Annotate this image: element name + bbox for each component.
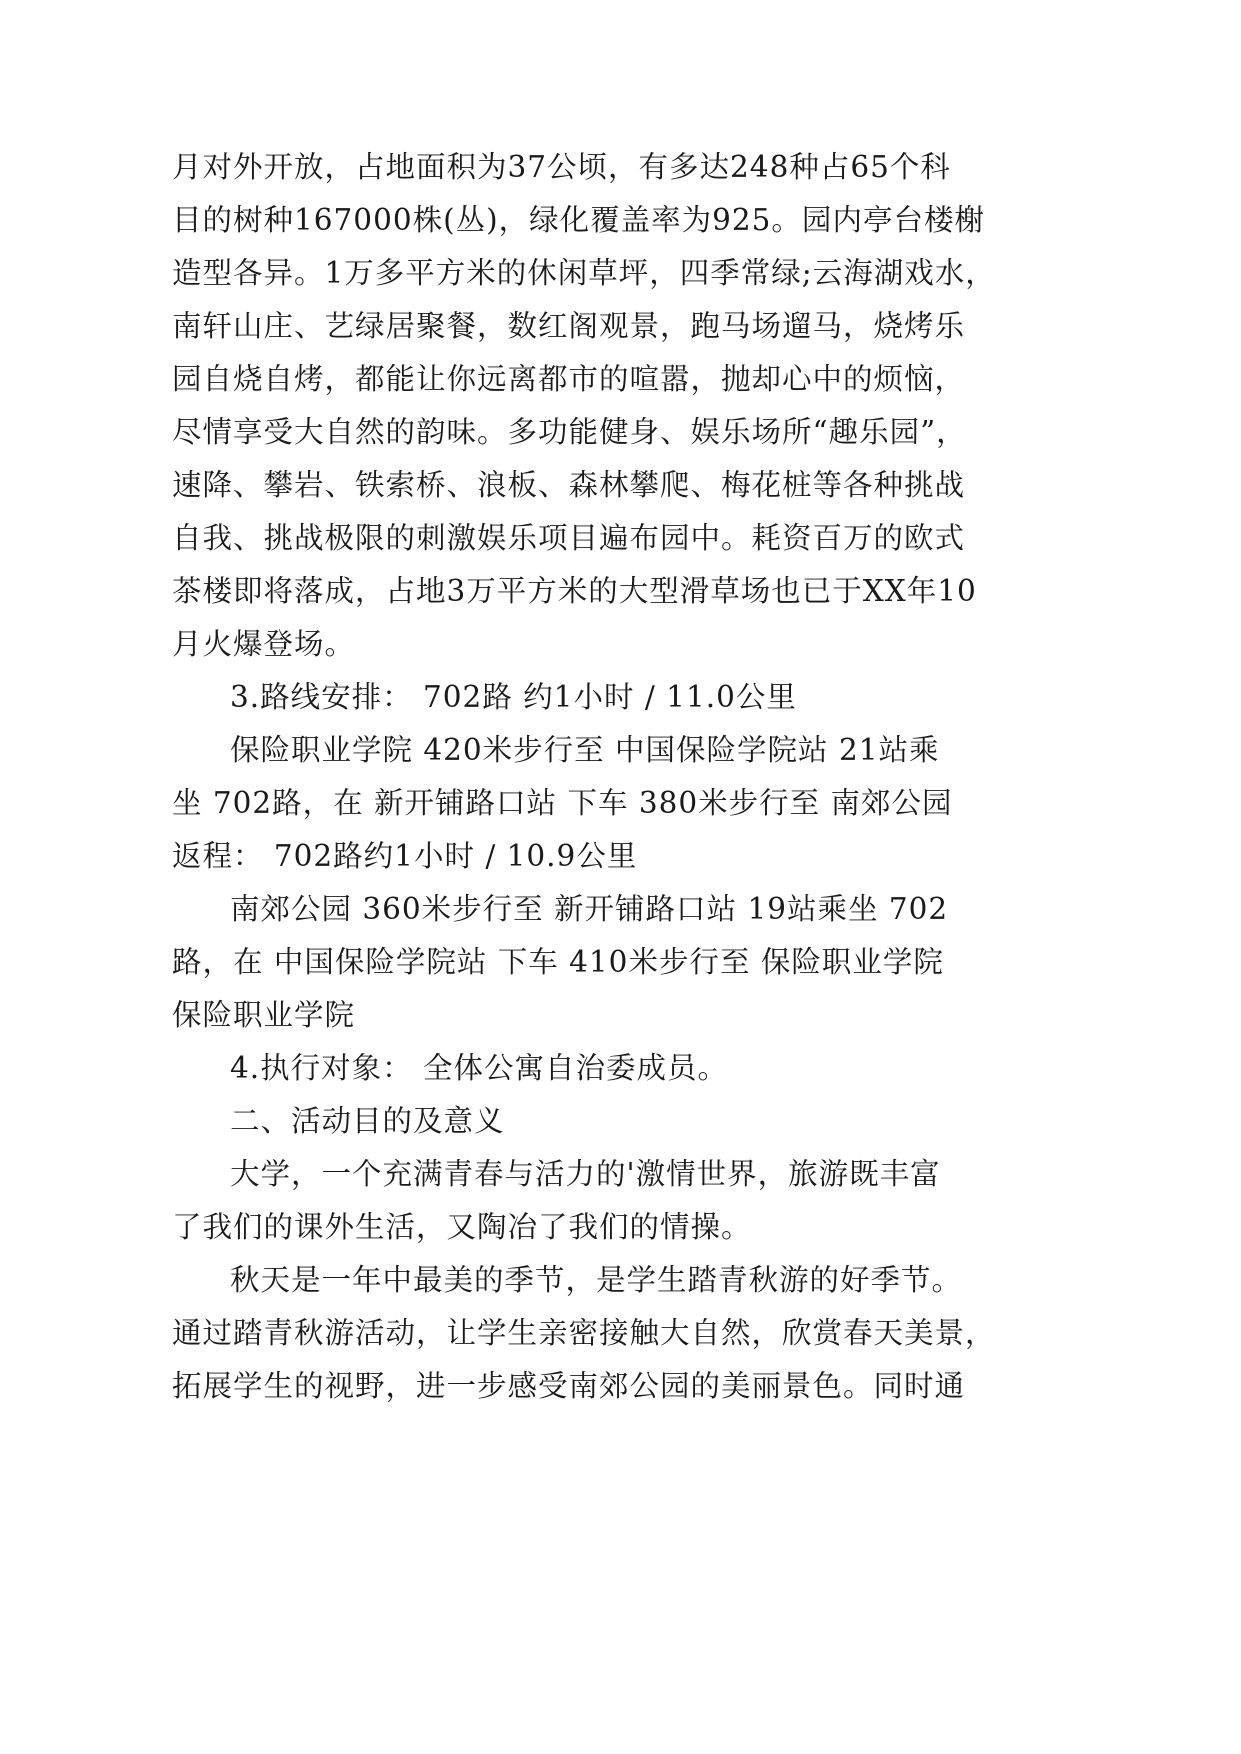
text-line: 南郊公园 360米步行至 新开铺路口站 19站乘坐 702 xyxy=(230,892,949,926)
text-line: 秋天是一年中最美的季节，是学生踏青秋游的好季节。 xyxy=(230,1263,963,1297)
text-line: 南轩山庄、艺绿居聚餐，数红阁观景，跑马场遛马，烧烤乐 xyxy=(172,309,966,343)
text-line: 路，在 中国保险学院站 下车 410米步行至 保险职业学院 xyxy=(172,945,944,979)
target-heading: 4.执行对象： 全体公寓自治委成员。 xyxy=(230,1051,729,1085)
text-line: 月对外开放，占地面积为37公顷，有多达248种占65个科 xyxy=(172,150,951,184)
text-line: 保险职业学院 xyxy=(172,998,356,1032)
text-line: 速降、攀岩、铁索桥、浪板、森林攀爬、梅花桩等各种挑战 xyxy=(172,468,966,502)
text-line: 茶楼即将落成，占地3万平方米的大型滑草场也已于XX年10 xyxy=(172,574,977,608)
text-line: 尽情享受大自然的韵味。多功能健身、娱乐场所“趣乐园”， xyxy=(172,415,967,449)
section-heading: 二、活动目的及意义 xyxy=(230,1104,505,1138)
route-heading: 3.路线安排： 702路 约1小时 / 11.0公里 xyxy=(230,680,797,714)
text-line: 返程： 702路约1小时 / 10.9公里 xyxy=(172,839,638,873)
text-line: 大学，一个充满青春与活力的'激情世界，旅游既丰富 xyxy=(230,1157,941,1191)
text-line: 园自烧自烤，都能让你远离都市的喧嚣，抛却心中的烦恼， xyxy=(172,362,966,396)
text-line: 坐 702路，在 新开铺路口站 下车 380米步行至 南郊公园 xyxy=(172,786,953,820)
text-line: 了我们的课外生活，又陶冶了我们的情操。 xyxy=(172,1210,752,1244)
text-line: 目的树种167000株(丛)，绿化覆盖率为925。园内亭台楼榭 xyxy=(172,203,985,237)
text-line: 造型各异。1万多平方米的休闲草坪，四季常绿;云海湖戏水， xyxy=(172,256,996,290)
text-line: 月火爆登场。 xyxy=(172,627,356,661)
text-line: 自我、挑战极限的刺激娱乐项目遍布园中。耗资百万的欧式 xyxy=(172,521,966,555)
text-line: 拓展学生的视野，进一步感受南郊公园的美丽景色。同时通 xyxy=(172,1369,966,1403)
text-line: 通过踏青秋游活动，让学生亲密接触大自然，欣赏春天美景， xyxy=(172,1316,996,1350)
text-line: 保险职业学院 420米步行至 中国保险学院站 21站乘 xyxy=(230,733,940,767)
